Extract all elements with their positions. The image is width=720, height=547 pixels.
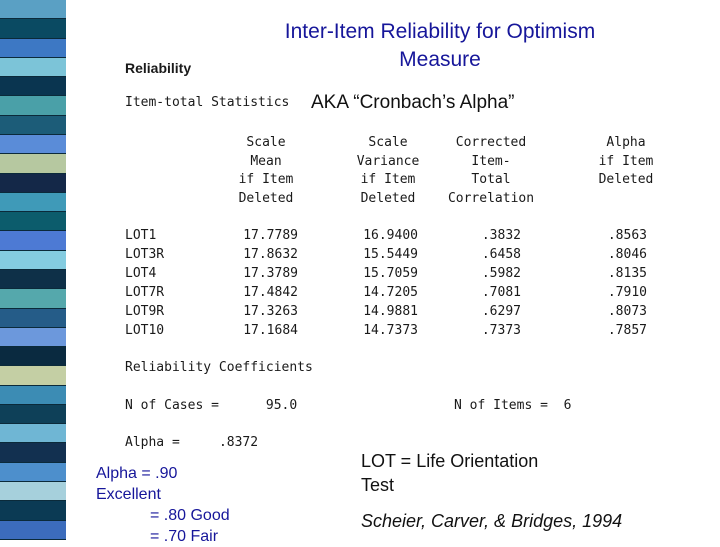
column-header-alpha-if-deleted: Alpha if Item Deleted: [598, 135, 654, 187]
reliability-heading: Reliability: [125, 60, 192, 76]
reliability-coefficients-heading: Reliability Coefficients: [125, 360, 313, 375]
cell-alpha: .8046: [607, 247, 647, 262]
column-header-scale-variance: Scale Variance if Item Deleted: [356, 135, 420, 206]
alpha-label: Alpha =: [125, 435, 180, 450]
n-of-items: [454, 398, 571, 413]
column-header-scale-mean: Scale Mean if Item Deleted: [238, 135, 294, 206]
aka-cronbach-alpha: AKA “Cronbach’s Alpha”: [311, 92, 515, 113]
cell-variance: 14.7373: [363, 323, 418, 338]
scale-excellent-value: Alpha = .90: [96, 465, 178, 482]
cell-mean: 17.1684: [243, 323, 298, 338]
alpha-interpretation-scale: [96, 463, 230, 547]
row-label-lot7r: LOT7R: [125, 285, 165, 300]
scale-fair: = .70 Fair: [150, 528, 219, 545]
cell-correlation: .7081: [481, 285, 521, 300]
cell-correlation: .3832: [481, 228, 521, 243]
cell-mean: 17.3263: [243, 304, 298, 319]
row-label-lot10: LOT10: [125, 323, 165, 338]
n-of-cases: [125, 398, 297, 413]
lot-definition: [361, 449, 538, 497]
slide-title-line2: Measure: [399, 48, 481, 71]
lot-definition-line1: LOT = Life Orientation: [361, 451, 539, 471]
cell-alpha: .7910: [607, 285, 647, 300]
cell-correlation: .7373: [481, 323, 521, 338]
cell-variance: 14.9881: [363, 304, 418, 319]
spss-output: [96, 52, 656, 472]
row-label-lot1: LOT1: [125, 228, 157, 243]
cell-alpha: .8073: [607, 304, 647, 319]
cell-alpha: .7857: [607, 323, 647, 338]
cell-alpha: .8135: [607, 266, 647, 281]
cell-variance: 16.9400: [363, 228, 418, 243]
cell-correlation: .6297: [481, 304, 521, 319]
n-of-items-label: N of Items =: [454, 398, 548, 413]
column-header-corrected-correlation: Corrected Item- Total Correlation: [447, 135, 535, 206]
alpha-coefficient: [125, 435, 258, 450]
slide-title-line1: Inter-Item Reliability for Optimism: [284, 20, 596, 43]
cell-correlation: .5982: [481, 266, 521, 281]
n-of-cases-value: 95.0: [265, 398, 298, 413]
scale-excellent-label: Excellent: [96, 486, 161, 503]
cell-correlation: .6458: [481, 247, 521, 262]
n-of-items-value: 6: [563, 398, 572, 413]
scale-good: = .80 Good: [150, 507, 230, 524]
row-label-lot3r: LOT3R: [125, 247, 165, 262]
lot-definition-line2: Test: [361, 475, 395, 495]
cell-mean: 17.8632: [243, 247, 298, 262]
cell-mean: 17.4842: [243, 285, 298, 300]
alpha-value: .8372: [218, 435, 259, 450]
cell-variance: 14.7205: [363, 285, 418, 300]
row-label-lot9r: LOT9R: [125, 304, 165, 319]
row-label-lot4: LOT4: [125, 266, 157, 281]
cell-variance: 15.5449: [363, 247, 418, 262]
cell-mean: 17.3789: [243, 266, 298, 281]
citation: Scheier, Carver, & Bridges, 1994: [361, 511, 623, 531]
decorative-stripe-bar: [0, 0, 66, 540]
item-total-statistics-heading: Item-total Statistics: [125, 95, 290, 110]
cell-mean: 17.7789: [243, 228, 298, 243]
cell-variance: 15.7059: [363, 266, 418, 281]
cell-alpha: .8563: [607, 228, 647, 243]
n-of-cases-label: N of Cases =: [125, 398, 219, 413]
